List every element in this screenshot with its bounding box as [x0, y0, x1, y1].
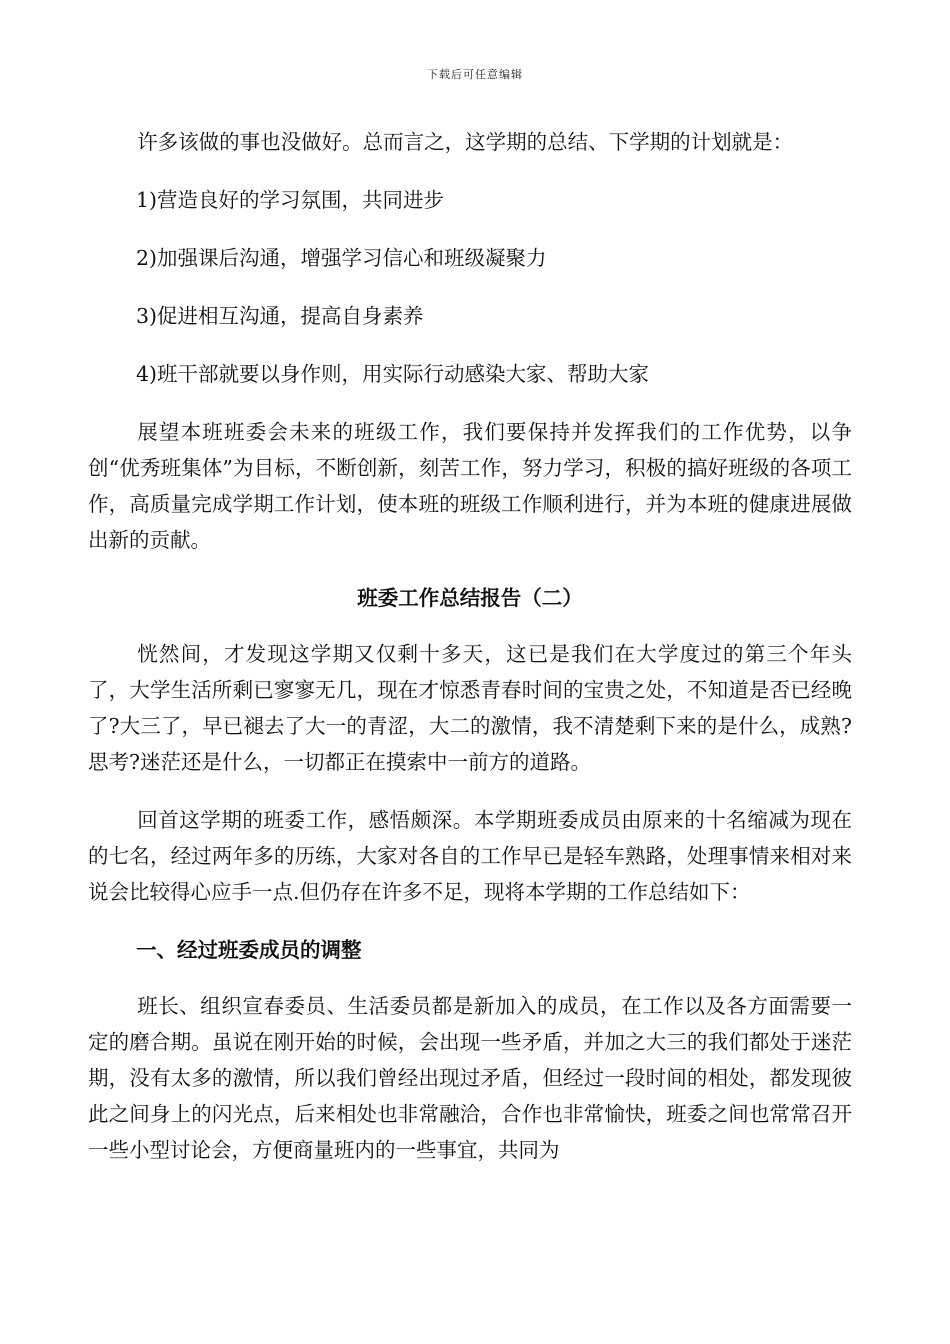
report-title: 班委工作总结报告（二）: [357, 586, 583, 610]
paragraph-2: 回首这学期的班委工作，感悟颇深。本学期班委成员由原来的十名缩减为现在的七名，经过两年多的历练，大家对各自的工作早已是轻车熟路，处理事情来相对来说会比较得心应手一点.但仍存在许多不足，现将本学期的工作总结如下：: [88, 808, 852, 904]
paragraph-3: 班长、组织宣春委员、生活委员都是新加入的成员，在工作以及各方面需要一定的磨合期。虽说在刚开始的时候，会出现一些矛盾，并加之大三的我们都处于迷茫期，没有太多的激情，所以我们曾经出现过矛盾，但经过一段时间的相处，都发现彼此之间身上的闪光点，后来相处也非常融洽，合作也非常愉快，班委之间也常常召开一些小型讨论会，方便商量班内的一些事宜，共同为: [88, 994, 852, 1162]
paragraph-outlook: 展望本班班委会未来的班级工作，我们要保持并发挥我们的工作优势，以争创“优秀班集体”为目标，不断创新，刻苦工作，努力学习，积极的搞好班级的各项工作，高质量完成学期工作计划，使本班的班级工作顺利进行，并为本班的健康进展做出新的贡献。: [88, 420, 852, 552]
plan-item-4: 4)班干部就要以身作则，用实际行动感染大家、帮助大家: [136, 362, 650, 386]
section-1-heading: 一、经过班委成员的调整: [136, 938, 362, 962]
header-note: 下载后可任意编辑: [427, 68, 523, 81]
plan-item-2: 2)加强课后沟通，增强学习信心和班级凝聚力: [136, 246, 547, 270]
paragraph-intro: 许多该做的事也没做好。总而言之，这学期的总结、下学期的计划就是：: [137, 130, 794, 154]
plan-item-3: 3)促进相互沟通，提高自身素养: [136, 304, 424, 328]
document-body: [88, 124, 852, 1168]
paragraph-1: 恍然间，才发现这学期又仅剩十多天，这已是我们在大学度过的第三个年头了，大学生活所剩已寥寥无几，现在才惊悉青春时间的宝贵之处，不知道是否已经晚了?大三了，早已褪去了大一的青涩，大二的激情，我不清楚剩下来的是什么，成熟?思考?迷茫还是什么，一切都正在摸索中一前方的道路。: [88, 642, 852, 774]
plan-item-1: 1)营造良好的学习氛围，共同进步: [136, 188, 445, 212]
